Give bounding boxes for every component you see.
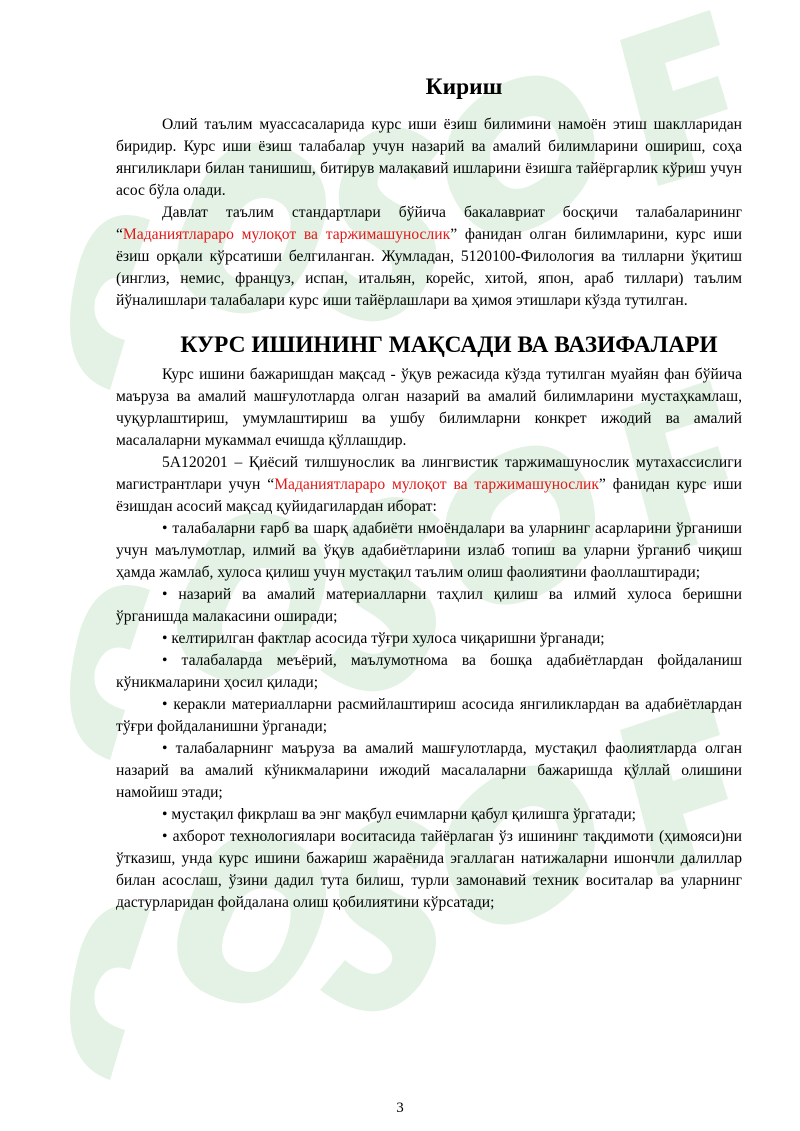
goals-p2-text-b: ” фанидан курс иши ёзишдан асосий мақсад қуйидагилардан иборат: [116,476,743,515]
intro-p2-text-a: Давлат таълим стандартлари бўйича бакалавриат босқичи талабаларининг “ [116,204,742,243]
intro-paragraph-1: Олий таълим муассасаларида курс иши ёзиш билимини намоён этиш шаклларидан биридир. Курс иши ёзиш талабалар учун назарий ва амалий билимларини ошириш, соҳа янгиликлари билан танишиш, битирув малакавий ишларини ёзишга тайёргарлик кўриш учун асос бўла олади. [116,116,742,199]
intro-heading: Кириш [425,74,503,100]
bullet-item: • талабаларнинг маъруза ва амалий машғулотларда, мустақил фаолиятларда олган назарий ва амалий кўникмаларини ижодий масалаларни бажаришда қўллай олишини намойиш этади; [116,740,742,801]
bullet-item: • мустақил фикрлаш ва энг мақбул ечимларни қабул қилишга ўргатади; [162,806,637,823]
bullet-item: • талабаларда меъёрий, маълумотнома ва бошқа адабиётлардан фойдаланиш кўникмаларини ҳосил қилади; [116,652,742,691]
bullet-item: • назарий ва амалий материалларни таҳлил қилиш ва илмий хулоса беришни ўрганишда малакасини оширади; [116,586,742,625]
goals-paragraph-1: Курс ишини бажаришдан мақсад - ўқув режасида кўзда тутилган муайян фан бўйича маъруза ва амалий машғулотларда олган назарий ва амалий билимларини мустаҳкамлаш, чуқурлаштириш, умумлаштириш ва ушбу билимларни конкрет ижодий ва амалий масалаларни мукаммал ечишда қўллашдир. [116,366,742,449]
bullet-item: • талабаларни ғарб ва шарқ адабиёти нмоёндалари ва уларнинг асарларини ўрганиши учун маълумотлар, илмий ва ўқув адабиётларини излаб топиш ва уларни ўрганиб чиқиш ҳамда жамлаб, хулоса қилиш учун мустақил таълим олиш фаолиятини фаоллаштиради; [116,520,742,581]
bullet-item: • келтирилган фактлар асосида тўғри хулоса чиқаришни ўрганади; [162,630,605,647]
goals-paragraph-2 [116,452,742,518]
bullet-item: • керакли материалларни расмийлаштириш асосида янгиликлардан ва адабиётлардан тўғри фойдаланишни ўрганади; [116,696,742,735]
intro-paragraph-2 [116,202,742,312]
bullet-item: • ахборот технологиялари воситасида тайёрлаган ўз ишининг тақдимоти (ҳимояси)ни ўтказиш, унда курс ишини бажариш жараёнида эгаллаган натижаларни ишончли далиллар билан асослаш, ўзини дадил тута билиш, турли замонавий техник воситалар ва уларнинг дастурларидан фойдалана олиш қобилиятини кўрсатади; [116,828,742,911]
document-body [116,76,742,914]
intro-p2-text-b: ” фанидан олган билимларини, курс иши ёзиш орқали кўрсатиши белгиланган. Жумладан, 5120100-Филология ва тилларни ўқитиш (инглиз, немис, француз, испан, итальян, корейс, хитой, япон, араб тиллари) таълим йўналишлари талабалари курс иши тайёрлашлари ва ҳимоя этишлари кўзда тутилган. [116,226,743,309]
page-number: 3 [396,1100,404,1116]
course-title-highlight: Маданиятлараро мулоқот ва таржимашунослик [122,226,451,243]
goals-p2-text-a: 5А120201 – Қиёсий тилшунослик ва лингвистик таржимашунослик мутахассислиги магистрантлари учун “ [116,454,742,493]
course-title-highlight: Маданиятлараро мулоқот ва таржимашунослик [274,476,599,493]
goals-heading: КУРС ИШИНИНГ МАҚСАДИ ВА ВАЗИФАЛАРИ [180,332,718,358]
